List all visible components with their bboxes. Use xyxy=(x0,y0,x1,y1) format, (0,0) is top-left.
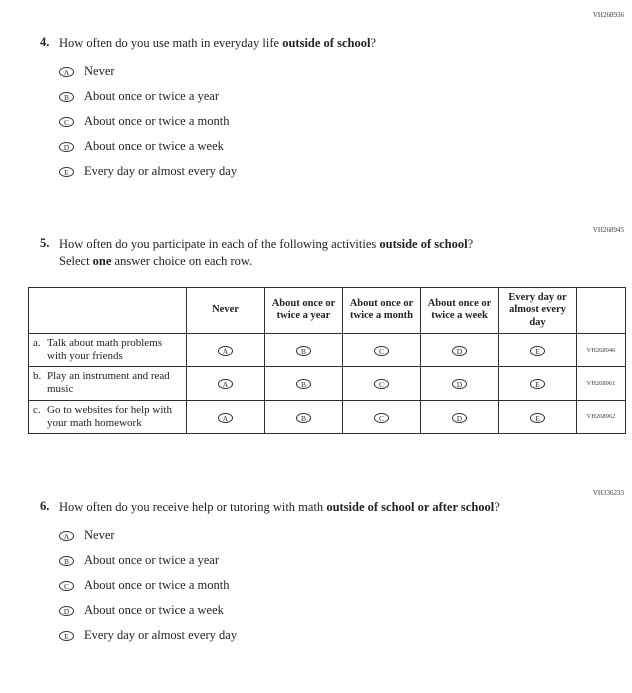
question-6 xyxy=(40,499,626,515)
question-number: 6. xyxy=(40,499,50,513)
option-row xyxy=(59,628,626,643)
option-row xyxy=(59,553,626,568)
option-label: Never xyxy=(84,64,115,79)
answer-bubble[interactable]: D xyxy=(452,413,467,423)
question-text-bold: outside of school xyxy=(282,36,371,50)
q4-options xyxy=(59,64,626,179)
option-row xyxy=(59,578,626,593)
table-row xyxy=(29,400,626,433)
question-text xyxy=(59,35,376,51)
header-code-col xyxy=(577,287,626,333)
question-text-part: ? Select xyxy=(59,237,474,268)
question-text-part: ? xyxy=(370,36,376,50)
option-label: Every day or almost every day xyxy=(84,628,238,643)
option-row xyxy=(59,528,626,543)
table-header-row xyxy=(29,287,626,333)
answer-bubble[interactable]: A xyxy=(59,67,74,77)
row-label: Go to websites for help with your math homework xyxy=(47,403,172,429)
row-letter: b. xyxy=(33,370,42,383)
option-row xyxy=(59,603,626,618)
question-text-bold: outside of school or after school xyxy=(326,500,495,514)
q5-answer-table xyxy=(28,287,626,434)
column-header: About once or twice a week xyxy=(421,287,499,333)
answer-bubble[interactable]: D xyxy=(59,142,74,152)
question-text-bold: one xyxy=(92,253,112,268)
option-label: About once or twice a week xyxy=(84,603,224,618)
answer-bubble[interactable]: D xyxy=(452,379,467,389)
option-label: Never xyxy=(84,528,115,543)
answer-bubble[interactable]: E xyxy=(530,379,545,389)
question-text xyxy=(59,236,506,269)
row-label-cell xyxy=(29,367,187,400)
question-text xyxy=(59,499,500,515)
row-label-cell xyxy=(29,400,187,433)
answer-bubble[interactable]: A xyxy=(218,346,233,356)
row-item-code: VH268946 xyxy=(577,333,626,366)
option-label: Every day or almost every day xyxy=(84,164,238,179)
item-code-q4: VH268936 xyxy=(592,11,624,19)
item-code-q6: VH336233 xyxy=(592,489,624,497)
header-stub xyxy=(29,287,187,333)
answer-bubble[interactable]: C xyxy=(59,117,74,127)
option-label: About once or twice a week xyxy=(84,139,224,154)
option-label: About once or twice a year xyxy=(84,89,220,104)
question-4 xyxy=(40,35,626,51)
option-row xyxy=(59,89,626,104)
answer-bubble[interactable]: B xyxy=(296,413,311,423)
table-row xyxy=(29,333,626,366)
option-row xyxy=(59,164,626,179)
question-text-bold: outside of school xyxy=(379,237,468,252)
answer-bubble[interactable]: C xyxy=(59,581,74,591)
answer-bubble[interactable]: B xyxy=(296,379,311,389)
question-5 xyxy=(40,236,626,269)
row-label: Talk about math problems with your friends xyxy=(47,336,163,363)
q6-options xyxy=(59,528,626,643)
option-label: About once or twice a month xyxy=(84,114,230,129)
question-number: 4. xyxy=(40,35,50,49)
option-label: About once or twice a month xyxy=(84,578,230,593)
answer-bubble[interactable]: A xyxy=(218,413,233,423)
row-label: Play an instrument and read music xyxy=(47,370,170,396)
answer-bubble[interactable]: C xyxy=(374,379,389,389)
question-text-part: ? xyxy=(494,500,500,514)
answer-bubble[interactable]: B xyxy=(296,346,311,356)
column-header: About once or twice a month xyxy=(343,287,421,333)
question-text-part: answer choice on each row. xyxy=(111,253,253,268)
column-header: Never xyxy=(187,287,265,333)
option-row xyxy=(59,139,626,154)
option-row xyxy=(59,114,626,129)
question-number: 5. xyxy=(40,236,50,251)
column-header: Every day or almost every day xyxy=(499,287,577,333)
row-letter: c. xyxy=(33,403,41,416)
row-label-cell xyxy=(29,333,187,366)
question-text-part: How often do you use math in everyday life xyxy=(59,36,283,50)
option-label: About once or twice a year xyxy=(84,553,220,568)
answer-bubble[interactable]: E xyxy=(530,413,545,423)
answer-bubble[interactable]: A xyxy=(218,379,233,389)
answer-bubble[interactable]: B xyxy=(59,556,74,566)
answer-bubble[interactable]: E xyxy=(59,167,74,177)
row-letter: a. xyxy=(33,336,41,349)
answer-bubble[interactable]: E xyxy=(530,346,545,356)
answer-bubble[interactable]: C xyxy=(374,346,389,356)
answer-bubble[interactable]: A xyxy=(59,531,74,541)
answer-bubble[interactable]: B xyxy=(59,92,74,102)
row-item-code: VH268962 xyxy=(577,400,626,433)
answer-bubble[interactable]: D xyxy=(452,346,467,356)
item-code-q5: VH268945 xyxy=(592,226,624,235)
question-text-part: How often do you receive help or tutoring with math xyxy=(59,500,327,514)
table-row xyxy=(29,367,626,400)
option-row xyxy=(59,64,626,79)
answer-bubble[interactable]: E xyxy=(59,631,74,641)
question-text-part: How often do you participate in each of the following activities xyxy=(59,237,380,252)
row-item-code: VH268961 xyxy=(577,367,626,400)
answer-bubble[interactable]: D xyxy=(59,606,74,616)
answer-bubble[interactable]: C xyxy=(374,413,389,423)
column-header: About once or twice a year xyxy=(265,287,343,333)
